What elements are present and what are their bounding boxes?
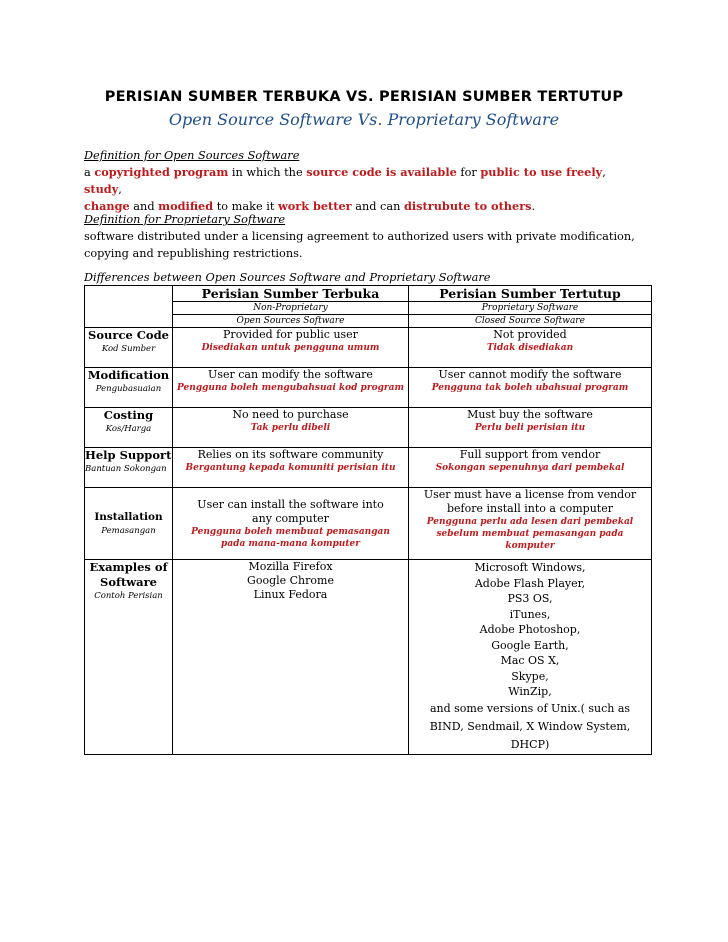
proprietary-subtitle-2 (409, 315, 652, 328)
row-label: Installation (94, 511, 163, 523)
row-label: Costing (103, 408, 154, 422)
row-label: Modification (87, 368, 170, 382)
open-source-column-title (173, 286, 409, 302)
comparison-table (84, 285, 652, 755)
cell-english-text: Must buy the software (467, 408, 593, 421)
column-subtitle-text: Proprietary Software (481, 303, 579, 313)
cell-malay-text: Pengguna boleh membuat pemasangan pada mana-mana komputer (191, 526, 390, 549)
column-subtitle-text: Open Sources Software (236, 316, 345, 326)
cell-english-text: User cannot modify the software (438, 368, 622, 381)
proprietary-examples-cell (409, 560, 652, 755)
cell-english-text: User can modify the software (208, 368, 373, 381)
example-item: Mac OS X, (500, 654, 560, 667)
open-source-cell (173, 488, 409, 560)
column-subtitle-text: Non-Proprietary (253, 303, 328, 313)
proprietary-definition (84, 211, 644, 262)
table-header-row (85, 286, 652, 302)
highlight-term: modified (158, 199, 214, 213)
table-row (85, 408, 652, 448)
example-item: Adobe Photoshop, (479, 623, 581, 636)
cell-malay-text: Pengguna tak boleh ubahsuai program (431, 383, 629, 393)
column-title-text: Perisian Sumber Tertutup (439, 286, 621, 301)
row-sublabel: Bantuan Sokongan (85, 464, 167, 474)
cell-malay-text: Perlu beli perisian itu (474, 423, 586, 433)
text-run: for (456, 166, 481, 179)
open-source-subtitle-1 (173, 302, 409, 315)
table-row (85, 488, 652, 560)
example-item: WinZip, (508, 685, 552, 698)
table-row (85, 448, 652, 488)
highlight-term: distrubute to others (403, 199, 532, 213)
open-source-cell (173, 448, 409, 488)
cell-english-text: Relies on its software community (197, 448, 384, 461)
table-row (85, 328, 652, 368)
cell-malay-text: Pengguna boleh mengubahsuai kod program (177, 383, 404, 393)
text-run: to make it (213, 200, 278, 213)
row-sublabel: Pengubasuaian (95, 384, 162, 394)
open-source-cell (173, 408, 409, 448)
row-sublabel: Kod Sumber (101, 344, 156, 354)
proprietary-definition-line: software distributed under a licensing agreement to authorized users with private modification, (84, 230, 635, 243)
cell-malay-text: Bergantung kepada komuniti perisian itu (185, 463, 396, 473)
differences-heading-text: Differences between Open Sources Software and Proprietary Software (84, 271, 491, 284)
proprietary-subtitle-1 (409, 302, 652, 315)
row-label-cell (85, 560, 173, 755)
table-row (85, 560, 652, 755)
example-item: and some versions of Unix.( such as BIND, Sendmail, X Window System, DHCP) (429, 701, 631, 751)
highlight-term: study (84, 182, 119, 196)
cell-malay-text: Tidak disediakan (486, 343, 574, 353)
column-subtitle-text: Closed Source Software (475, 316, 585, 326)
open-source-cell (173, 328, 409, 368)
text-run: in which the (228, 166, 307, 179)
example-item: Skype, (511, 669, 549, 683)
highlight-term: source code is available (306, 165, 457, 179)
cell-malay-text: Pengguna perlu ada lesen dari pembekal sebelum membuat pemasangan pada komputer (426, 517, 634, 551)
highlight-term: work better (277, 199, 352, 213)
row-label: Source Code (88, 328, 169, 342)
highlight-term: copyrighted program (94, 165, 229, 179)
proprietary-definition-line: copying and republishing restrictions. (84, 247, 303, 260)
cell-english-text: User can install the software into any computer (197, 497, 384, 525)
row-sublabel: Pemasangan (101, 526, 156, 536)
open-source-cell (173, 368, 409, 408)
table-row (85, 368, 652, 408)
table-corner-cell (85, 286, 173, 328)
proprietary-column-title (409, 286, 652, 302)
cell-malay-text: Sokongan sepenuhnya dari pembekal (435, 463, 625, 473)
column-title-text: Perisian Sumber Terbuka (201, 286, 380, 301)
differences-heading (84, 269, 644, 286)
open-source-definition (84, 147, 644, 215)
proprietary-cell (409, 368, 652, 408)
example-item: iTunes, (509, 607, 551, 621)
text-run: a (84, 166, 95, 179)
cell-english-text: User must have a license from vendor before install into a computer (423, 488, 637, 515)
cell-malay-text: Disediakan untuk pengguna umum (201, 343, 380, 353)
text-run: , (118, 183, 122, 196)
proprietary-cell (409, 328, 652, 368)
cell-english-text: Not provided (493, 328, 567, 341)
open-source-examples-cell (173, 560, 409, 755)
example-item: Linux Fedora (253, 588, 328, 601)
text-run: , (602, 166, 606, 179)
cell-english-text: No need to purchase (232, 408, 349, 421)
cell-english-text: Provided for public user (223, 328, 358, 341)
text-run: and (129, 200, 159, 213)
document-title: PERISIAN SUMBER TERBUKA VS. PERISIAN SUMBER TERTUTUP (104, 89, 624, 105)
cell-malay-text: Tak perlu dibeli (250, 423, 331, 433)
text-run: and can (351, 200, 404, 213)
example-item: Google Chrome (247, 574, 334, 587)
row-label-cell (85, 448, 173, 488)
cell-english-text: Full support from vendor (459, 448, 601, 461)
example-item: Google Earth, (491, 638, 569, 652)
example-item: Adobe Flash Player, (474, 576, 586, 590)
open-source-definition-heading: Definition for Open Sources Software (84, 149, 300, 162)
row-label-cell (85, 488, 173, 560)
proprietary-cell (409, 448, 652, 488)
row-sublabel: Kos/Harga (105, 424, 152, 434)
highlight-term: change (84, 199, 130, 213)
row-label: Help Support (85, 448, 172, 462)
row-label-cell (85, 328, 173, 368)
text-run: . (531, 200, 536, 213)
row-label-cell (85, 368, 173, 408)
row-label: Examples of Software (89, 560, 168, 589)
open-source-definition-text (84, 164, 644, 215)
proprietary-cell (409, 488, 652, 560)
example-item: Mozilla Firefox (248, 560, 333, 573)
example-item: PS3 OS, (507, 592, 553, 605)
row-sublabel: Contoh Perisian (94, 591, 163, 601)
document-subtitle: Open Source Software Vs. Proprietary Software (168, 110, 560, 129)
open-source-subtitle-2 (173, 315, 409, 328)
example-item: Microsoft Windows, (474, 561, 586, 574)
row-label-cell (85, 408, 173, 448)
proprietary-cell (409, 408, 652, 448)
proprietary-definition-heading: Definition for Proprietary Software (84, 213, 286, 226)
highlight-term: public to use freely (480, 165, 603, 179)
